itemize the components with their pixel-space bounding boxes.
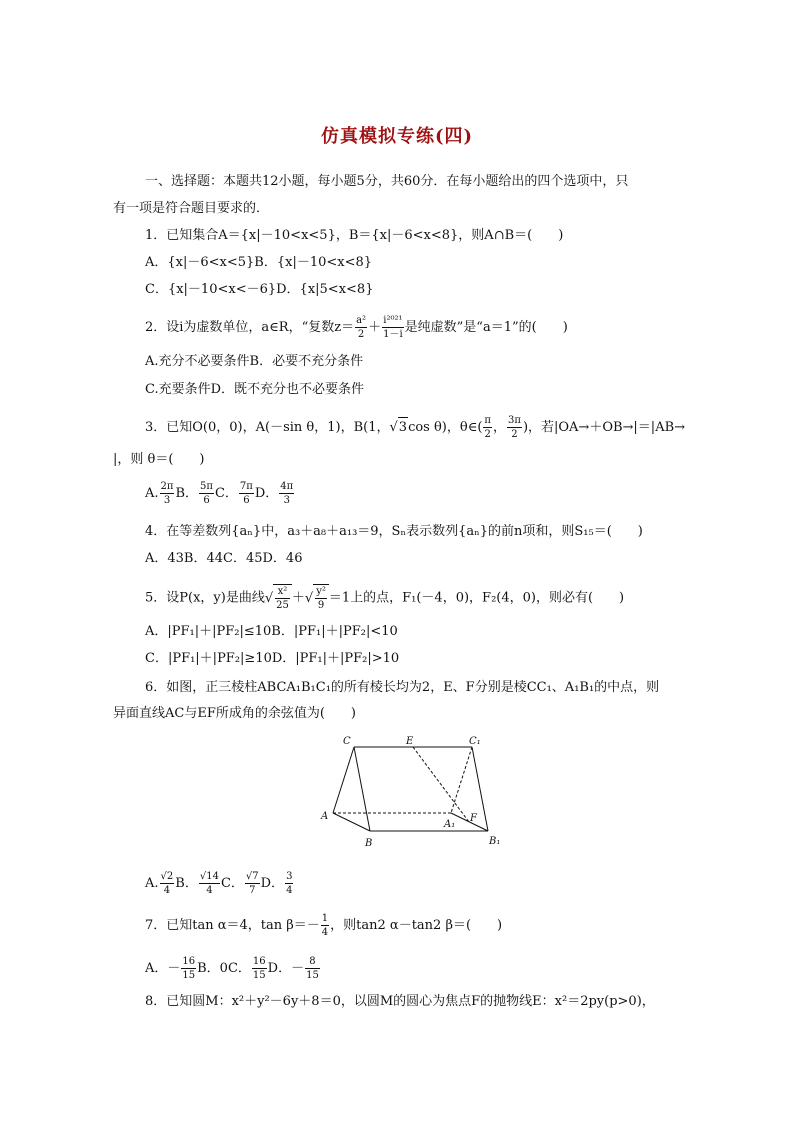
question-5-options-cd: C．|PF₁|＋|PF₂|≥10D．|PF₁|＋|PF₂|>10 [145, 651, 400, 666]
fraction: $\frac{5\pi}{6}$ [200, 481, 213, 506]
fraction: $\frac{3}{4}$ [286, 871, 293, 896]
question-2-options-ab: A.充分不必要条件B．必要不充分条件 [145, 354, 364, 369]
segment-ef [413, 747, 469, 822]
question-4-stem: 4．在等差数列{aₙ}中，a₃＋a₈＋a₁₃＝9，Sₙ表示数列{aₙ}的前n项和，则S₁₅＝( ) [145, 524, 643, 539]
question-7-stem: 7．已知tan α＝4，tan β＝－ $\frac{1}{4}$ ，则tan2 α－tan2 β＝( ) [145, 913, 503, 938]
fraction: $\frac{16}{15}$ [182, 956, 196, 981]
edge-ca [333, 747, 354, 813]
question-4-options: A．43B．44C．45D．46 [145, 551, 303, 566]
question-3-options: A. $\frac{2\pi}{3}$ B． $\frac{5\pi}{6}$ C． $\frac{7\pi}{6}$ D． $\frac{4\pi}{3}$ [145, 481, 294, 506]
question-6-stem-line1: 6．如图，正三棱柱ABCA₁B₁C₁的所有棱长均为2，E、F分别是棱CC₁、A₁B₁的中点，则 [145, 680, 660, 695]
fraction: $\frac{\text{a²}}{2}$ [356, 315, 367, 340]
sqrt-symbol: √3 [389, 417, 408, 438]
fraction: $\frac{4\pi}{3}$ [280, 481, 294, 506]
section-intro-line2: 有一项是符合题目要求的． [113, 201, 270, 216]
label-c1: C₁ [469, 736, 481, 747]
prism-diagram [318, 733, 518, 851]
edge-ab [333, 813, 370, 831]
question-6-options: A. $\frac{√2}{4}$ B． $\frac{√14}{4}$ C． $\frac{√7}{7}$ D． $\frac{3}{4}$ [145, 871, 293, 896]
label-a: A [321, 811, 329, 822]
prism-figure [318, 733, 518, 855]
label-c: C [343, 736, 351, 747]
label-a1: A₁ [444, 819, 456, 830]
label-b1: B₁ [489, 836, 501, 847]
page-title: 仿真模拟专练(四) [320, 126, 474, 147]
fraction: $\frac{16}{15}$ [252, 956, 266, 981]
fraction: $\frac{1}{4}$ [321, 913, 329, 938]
question-5-stem: 5．设P(x，y)是曲线√ $\frac{\text{x²}}{25}$ ＋√ $\frac{\text{y²}}{9}$ ＝1上的点，F₁(－4，0)，F₂(4，0)，则必有( ) [145, 586, 625, 611]
fraction: $\frac{3\pi}{2}$ [508, 415, 521, 440]
fraction: $\frac{\pi}{2}$ [484, 415, 491, 440]
label-b: B [365, 838, 373, 849]
question-1-options-ab: A．{x|－6<x<5}B．{x|－10<x<8} [145, 255, 373, 270]
label-e: E [406, 736, 414, 747]
fraction: $\frac{\text{x²}}{25}$ [276, 586, 289, 611]
fraction: $\frac{7\pi}{6}$ [239, 481, 253, 506]
question-1-options-cd: C．{x|－10<x<－6}D．{x|5<x<8} [145, 282, 374, 297]
label-f: F [470, 813, 477, 824]
fraction: $\frac{\text{i²⁰²¹}}{1-i}$ [383, 315, 403, 340]
question-2-options-cd: C.充要条件D．既不充分也不必要条件 [145, 382, 365, 397]
question-7-options: A．－ $\frac{16}{15}$ B．0C． $\frac{16}{15}$ D．－ $\frac{8}{15}$ [145, 956, 319, 981]
fraction: $\frac{\text{y²}}{9}$ [316, 586, 326, 611]
question-3-stem: 3．已知O(0，0)，A(－sin θ，1)，B(1，√3cos θ)，θ∈( $\frac{\pi}{2}$ ， $\frac{3\pi}{2}$ )，若|OA→＋OB→|＝|AB→ [145, 415, 686, 440]
question-6-stem-line2: 异面直线AC与EF所成角的余弦值为( ) [113, 706, 356, 721]
edge-c1a1 [451, 747, 472, 813]
fraction: $\frac{√2}{4}$ [160, 871, 174, 896]
question-1-stem: 1．已知集合A＝{x|－10<x<5}，B＝{x|－6<x<8}，则A∩B＝( ) [145, 228, 564, 243]
question-8-stem: 8．已知圆M：x²＋y²－6y＋8＝0，以圆M的圆心为焦点F的抛物线E：x²＝2py(p>0)， [145, 994, 655, 1009]
sqrt-symbol: √ $\frac{\text{x²}}{25}$ [265, 584, 292, 612]
fraction: $\frac{√7}{7}$ [245, 871, 259, 896]
edge-cb [354, 747, 370, 831]
section-intro-line1: 一、选择题：本题共12小题，每小题5分，共60分．在每小题给出的四个选项中，只 [145, 174, 629, 189]
fraction: $\frac{2\pi}{3}$ [160, 481, 174, 506]
question-5-options-ab: A．|PF₁|＋|PF₂|≤10B．|PF₁|＋|PF₂|<10 [145, 624, 398, 639]
question-2-stem: 2．设i为虚数单位，a∈R，“复数z＝ $\frac{\text{a²}}{2}$ ＋ $\frac{\text{i²⁰²¹}}{1-i}$ 是纯虚数”是“a＝1”的( ) [145, 315, 568, 340]
sqrt-symbol: √ $\frac{\text{y²}}{9}$ [305, 584, 329, 612]
fraction: $\frac{8}{15}$ [306, 956, 319, 981]
question-3-stem-cont: |，则 θ＝( ) [113, 452, 205, 467]
fraction: $\frac{√14}{4}$ [199, 871, 219, 896]
